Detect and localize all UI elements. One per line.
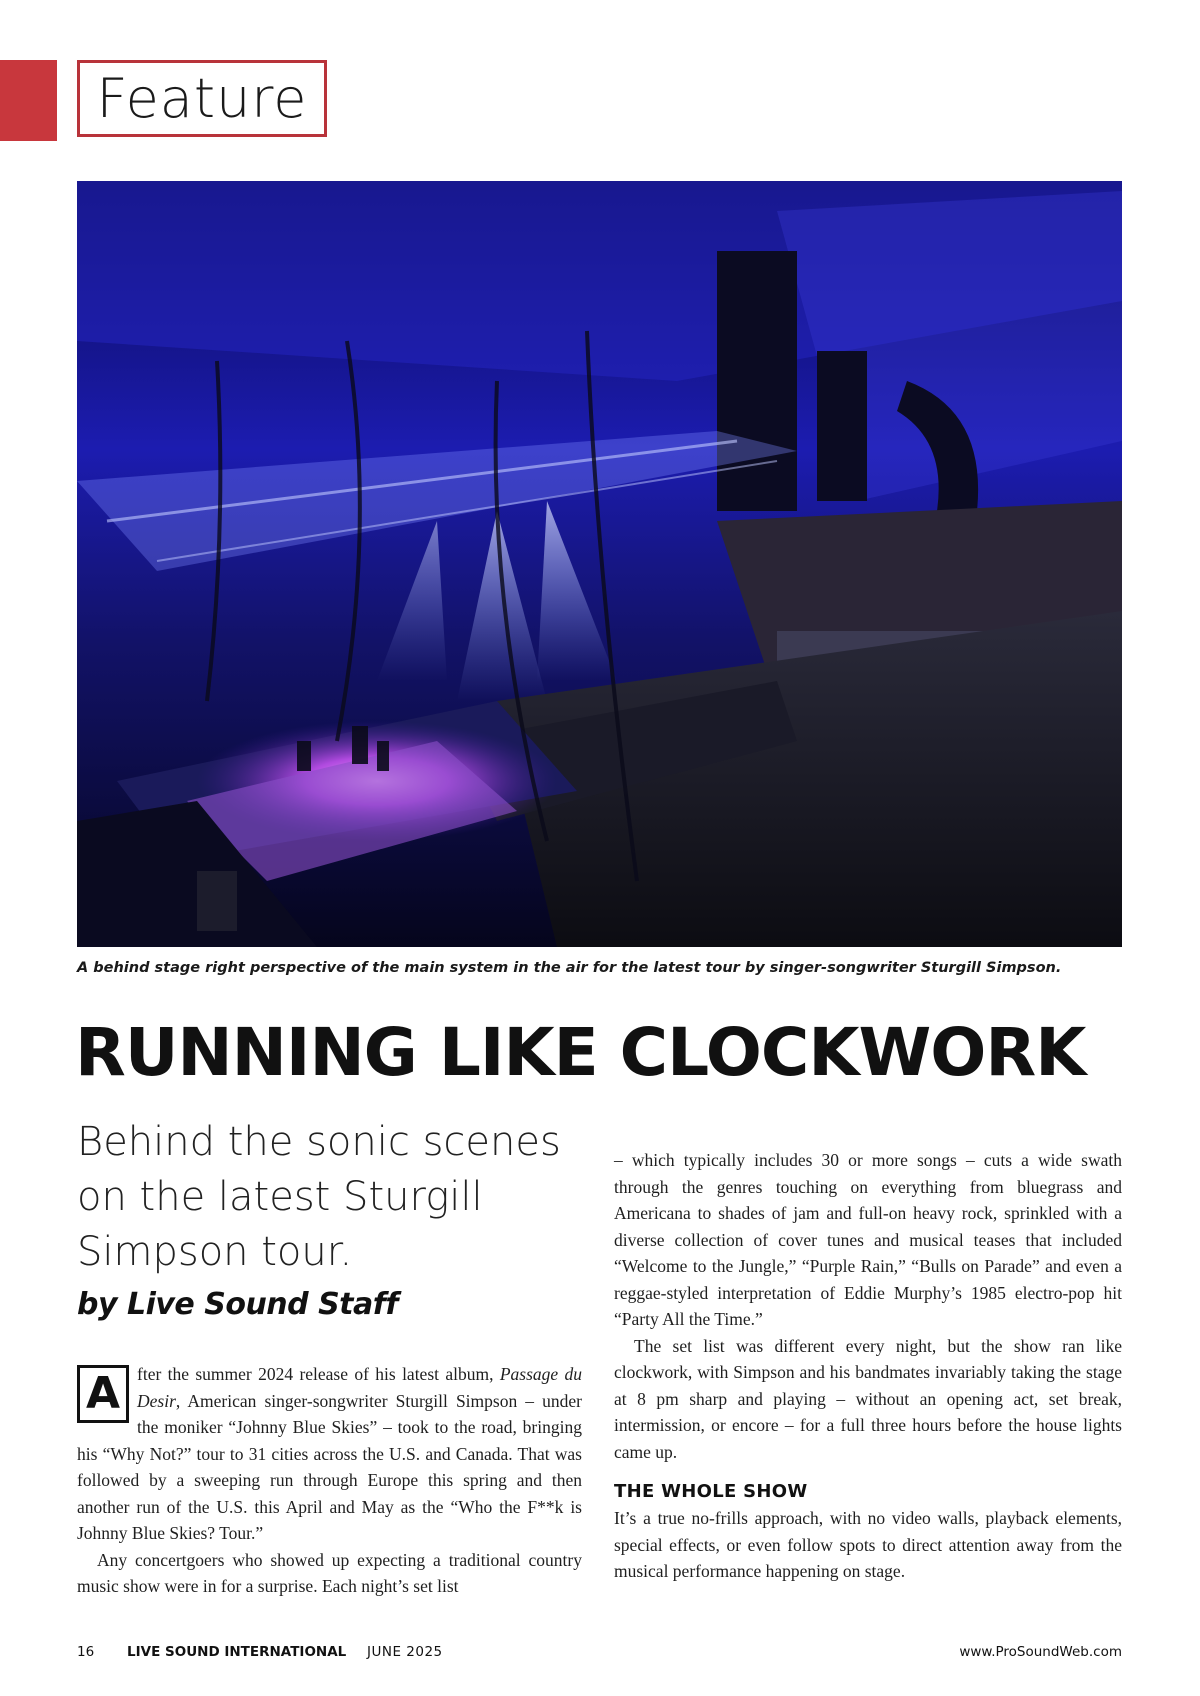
arena-illustration: [77, 181, 1122, 947]
paragraph-2-continued: – which typically includes 30 or more songs – cuts a wide swath through the genres touching on everything from bluegrass and Americana to shades of jam and full-on heavy rock, sprinkled with a diverse collection of cover tunes and musical teases that included “Welcome to the Jungle,” “Purple Rain,” “Bulls on Parade” and even a reggae-styled interpretation of Eddie Murphy’s 1985 electro-pop hit “Party All the Time.”: [614, 1150, 1122, 1329]
article-column-right: [614, 1147, 1122, 1585]
page-number: 16: [77, 1644, 95, 1660]
paragraph-4: It’s a true no-frills approach, with no video walls, playback elements, special effects, or even follow spots to direct attention away from the musical performance happening on stage.: [614, 1508, 1122, 1581]
concert-arena-photo: [77, 181, 1122, 947]
page-footer: [77, 1644, 1122, 1664]
section-label: Feature: [96, 66, 308, 130]
website-link[interactable]: www.ProSoundWeb.com: [959, 1644, 1122, 1660]
paragraph-2: Any concertgoers who showed up expecting a traditional country music show were in for a surprise. Each night’s set list: [77, 1549, 582, 1596]
album-title: Passage du Desir: [137, 1364, 582, 1411]
paragraph-3: The set list was different every night, but the show ran like clockwork, with Simpson and his bandmates invariably taking the stage at 8 pm sharp and playing – without an opening act, set break, intermission, or encore – for a full three hours before the house lights came up.: [614, 1335, 1122, 1462]
section-label-box: [77, 60, 327, 137]
headline: RUNNING LIKE CLOCKWORK: [75, 1014, 1086, 1091]
paragraph-1: [77, 1361, 582, 1547]
photo-caption: A behind stage right perspective of the main system in the air for the latest tour by singer-songwriter Sturgill Simpson.: [77, 960, 1062, 976]
dropcap: A: [77, 1365, 129, 1423]
magazine-name: LIVE SOUND INTERNATIONAL: [127, 1644, 347, 1660]
paragraph-1-text-a: fter the summer 2024 release of his latest album,: [137, 1364, 500, 1384]
byline: by Live Sound Staff: [77, 1287, 398, 1322]
article-column-left: [77, 1361, 582, 1600]
paragraph-1-text-b: , American singer-songwriter Sturgill Simpson – under the moniker “Johnny Blue Skies” – took to the road, bringing his “Why Not?” tour to 31 cities across the U.S. and Canada. That was followed by a sweeping run through Europe this spring and then another run of the U.S. this April and May as the “Who the F**k is Johnny Blue Skies? Tour.”: [77, 1390, 582, 1543]
subhead: THE WHOLE SHOW: [614, 1481, 808, 1502]
section-accent-bar: [0, 60, 57, 141]
issue-date: JUNE 2025: [367, 1644, 443, 1660]
deck: Behind the sonic scenes on the latest Sturgill Simpson tour.: [77, 1119, 561, 1275]
